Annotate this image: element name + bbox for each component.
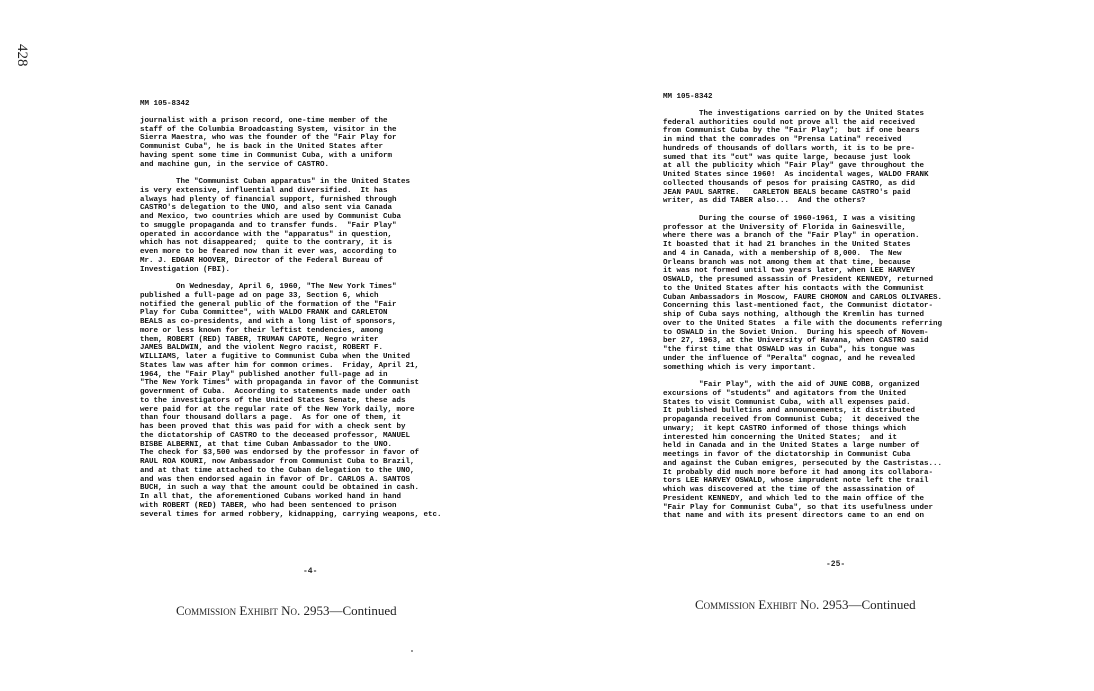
scan-speck [411, 650, 413, 652]
paragraph: During the course of 1960-1961, I was a visiting professor at the University of Florida in Gainesville, where there was a branch of the "Fair Play" in operation. It boasted that it had 21 branches in the United States and 4 in Canada, with a membership of 8,000. The New Orleans branch was not among them at that time, because it was not formed until two years later, when LEE HARVEY OSWALD, the presumed assassin of President KENNEDY, returned to the United States after his contacts with the Communist Cuban Ambassadors in Moscow, FAURE CHOMON and CARLOS OLIVARES. Concerning this last-mentioned fact, the Communist dictator- ship of Cuba says nothing, although the Kremlin has turned over to the United States a file with the documents referring to OSWALD in the Soviet Union. During his speech of Novem- ber 27, 1963, at the University of Havana, when CASTRO said "the first time that OSWALD was in Cuba", his tongue was under the influence of "Peralta" cognac, and he revealed something which is very important. [663, 214, 943, 372]
paragraph: journalist with a prison record, one-time member of the staff of the Columbia Broadcasting System, visitor in the Sierra Maestra, who was the founder of the "Fair Play for Communist Cuba", he is back in the United States after having spent some time in Communist Cuba, with a uniform and machine gun, in the service of CASTRO. [140, 116, 397, 169]
paragraph: The investigations carried on by the United States federal authorities could not prove all the aid received from Communist Cuba by the "Fair Play"; but if one bears in mind that the comrades on "Prensa Latina" received hundreds of thousands of dollars worth, it is to be pre- sumed that its "cut" was quite large, because just look at all the publicity which "Fair Play" gave throughout the United States since 1960! As incidental wages, WALDO FRANK collected thousands of pesos for praising CASTRO, as did JEAN PAUL SARTRE. CARLETON BEALS became CASTRO's paid writer, as did TABER also... And the others? [663, 109, 929, 206]
exhibit-caption [695, 597, 916, 613]
left-page-body [140, 100, 560, 528]
page-number: 428 [14, 44, 30, 67]
paragraph: "Fair Play", with the aid of JUNE COBB, organized excursions of "students" and agitators from the United States to visit Communist Cuba, with all expenses paid. It published bulletins and announcements, it distributed propaganda received from Communist Cuba; it deceived the unwary; it kept CASTRO informed of those things which interested him concerning the United States; and it held in Canada and in the United States a large number of meetings in favor of the dictatorship in Communist Cuba and against the Cuban emigres, persecuted by the Castristas... It probably did much more before it had among its collabora- tors LEE HARVEY OSWALD, whose imprudent note left the trail which was discovered at the time of the assassination of President KENNEDY, and which led to the main office of the "Fair Play for Communist Cuba", so that its usefulness under that name and with its present directors came to an end on [663, 381, 943, 521]
folio: -4- [303, 567, 318, 576]
paragraph: The "Communist Cuban apparatus" in the United States is very extensive, influential and diversified. It has always had plenty of financial support, furnished through CASTRO's delegation to the UNO, and also sent via Canada and Mexico, two countries which are used by Communist Cuba to smuggle propaganda and to transfer funds. "Fair Play" operated in accordance with the "apparatus" in question, which has not disappeared; quite to the contrary, it is even more to be feared now than it ever was, according to Mr. J. EDGAR HOOVER, Director of the Federal Bureau of Investigation (FBI). [140, 178, 411, 274]
file-number: MM 105-8342 [140, 100, 190, 108]
file-number: MM 105-8342 [663, 93, 713, 101]
exhibit-caption [176, 603, 397, 619]
caption-prefix: Commission Exhibit No. [695, 597, 820, 612]
right-page-body [663, 93, 1083, 530]
caption-number: 2953—Continued [822, 597, 916, 612]
caption-number: 2953—Continued [303, 603, 397, 618]
paragraph: On Wednesday, April 6, 1960, "The New York Times" published a full-page ad on page 33, Section 6, which notified the general public of the formation of the "Fair Play for Cuba Committee", with WALDO FRANK and CARLETON BEALS as co-presidents, and with a long list of sponsors, more or less known for their leftist tendencies, among them, ROBERT (RED) TABER, TRUMAN CAPOTE, Negro writer JAMES BALDWIN, and the violent Negro racist, ROBERT F. WILLIAMS, later a fugitive to Communist Cuba when the United States law was after him for common crimes. Friday, April 21, 1964, the "Fair Play" published another full-page ad in "The New York Times" with propaganda in favor of the Communist government of Cuba. According to statements made under oath to the investigators of the United States Senate, these ads were paid for at the regular rate of the New York daily, more than four thousand dollars a page. As for one of them, it has been proved that this was paid for with a check sent by the dictatorship of CASTRO to the deceased professor, MANUEL BISBE ALBERNI, at that time Cuban Ambassador to the UNO. The check for $3,500 was endorsed by the professor in favor of RAUL ROA KOURI, now Ambassador from Communist Cuba to Brazil, and at that time attached to the Cuban delegation to the UNO, and was then endorsed again in favor of Dr. CARLOS A. SANTOS BUCH, in such a way that the amount could be obtained in cash. In all that, the aforementioned Cubans worked hand in hand with ROBERT (RED) TABER, who had been sentenced to prison several times for armed robbery, kidnapping, carrying weapons, etc. [140, 283, 442, 519]
folio: -25- [826, 560, 846, 569]
caption-prefix: Commission Exhibit No. [176, 603, 301, 618]
